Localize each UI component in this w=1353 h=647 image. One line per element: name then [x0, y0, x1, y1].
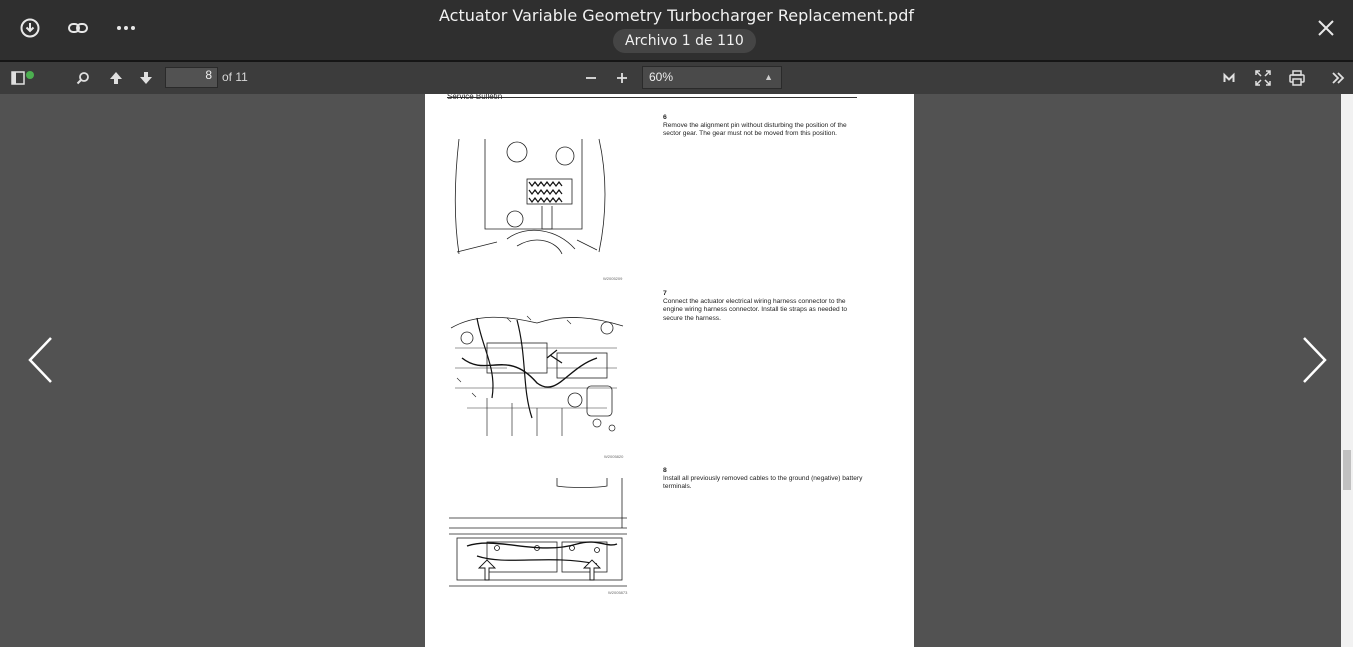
zoom-select[interactable] — [642, 66, 782, 89]
step-8 — [663, 467, 863, 492]
step-number: 6 — [663, 114, 667, 121]
notification-dot — [26, 71, 34, 79]
figure-code: W2005209 — [603, 276, 623, 281]
figure-code: W2005820 — [604, 454, 624, 459]
figure-wiring-harness — [447, 308, 625, 440]
step-text: Remove the alignment pin without disturbing the position of the sector gear. The gear must not be moved from this position. — [663, 122, 847, 138]
zoom-in-icon[interactable] — [610, 66, 634, 90]
print-icon[interactable] — [1285, 66, 1309, 90]
sidebar-toggle-icon[interactable] — [6, 66, 30, 90]
chevron-left-icon[interactable] — [26, 336, 56, 384]
page-total-label: of 11 — [222, 70, 248, 84]
step-text: Connect the actuator electrical wiring harness connector to the engine wiring harness connector. Install tie straps as needed to secure the harness. — [663, 298, 848, 322]
scrollbar-thumb[interactable] — [1343, 450, 1351, 490]
search-icon[interactable] — [71, 66, 95, 90]
page-header — [447, 94, 857, 101]
vertical-scrollbar[interactable] — [1341, 94, 1353, 647]
step-text: Install all previously removed cables to the ground (negative) battery terminals. — [663, 475, 863, 491]
zoom-value: 60% — [649, 70, 674, 84]
pdf-page — [425, 94, 914, 647]
header-text: Service Bulletin — [447, 94, 503, 101]
step-7 — [663, 290, 863, 323]
step-number: 8 — [663, 467, 667, 474]
top-bar — [0, 0, 1353, 60]
page-number-input[interactable]: 8 — [165, 67, 218, 88]
previous-page-icon[interactable] — [104, 66, 128, 90]
chevron-right-icon[interactable] — [1299, 336, 1329, 384]
presentation-mode-icon[interactable] — [1251, 66, 1275, 90]
file-counter: Archivo 1 de 110 — [613, 29, 756, 53]
next-page-icon[interactable] — [134, 66, 158, 90]
document-title: Actuator Variable Geometry Turbocharger Replacement.pdf — [438, 6, 914, 25]
reading-mode-icon[interactable] — [1217, 66, 1241, 90]
close-icon[interactable] — [1312, 14, 1340, 42]
zoom-out-icon[interactable] — [579, 66, 603, 90]
pdf-toolbar — [0, 62, 1353, 94]
document-viewer[interactable] — [0, 94, 1353, 647]
step-6 — [663, 114, 863, 139]
step-number: 7 — [663, 290, 667, 297]
tools-icon[interactable] — [1326, 66, 1350, 90]
figure-sector-gear — [447, 134, 627, 264]
select-arrows-icon: ▲ — [764, 72, 773, 82]
figure-battery-terminals — [447, 476, 629, 590]
figure-code: W2005873 — [608, 590, 628, 595]
